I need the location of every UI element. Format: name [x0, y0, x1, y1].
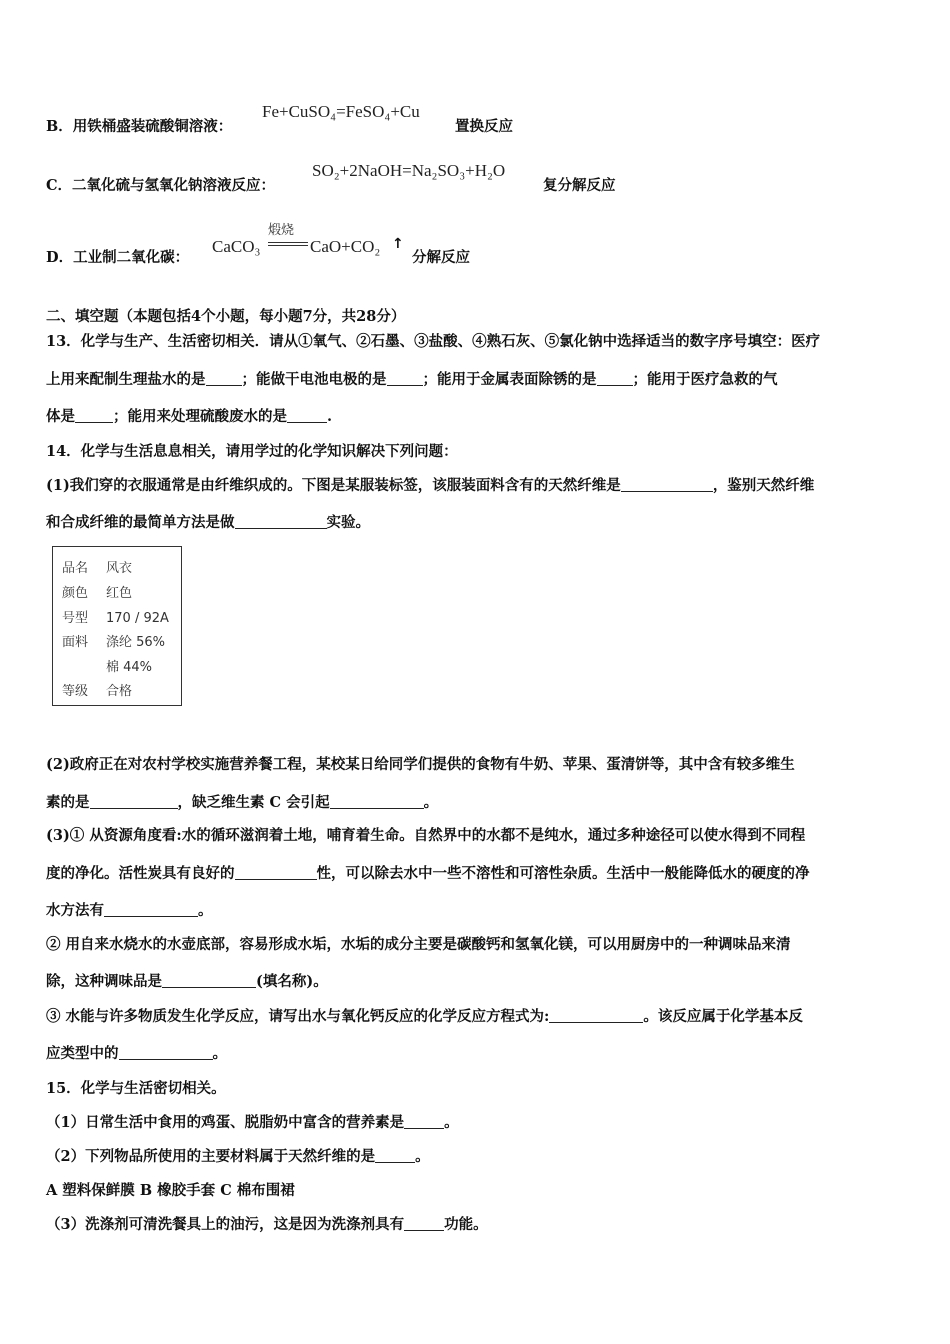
label-value: 合格 [106, 684, 133, 699]
q14-p3-line3 [46, 899, 213, 920]
label-value: 棉 44% [106, 660, 153, 675]
label-row [62, 631, 165, 650]
q14-p3-line2 [46, 862, 810, 883]
clothing-label [52, 546, 182, 706]
q15-s3-text-a: （3）洗涤剂可清洗餐具上的油污，这是因为洗涤剂具有 [46, 1216, 405, 1233]
q15-s1-text-b: 。 [444, 1114, 459, 1131]
answer-blank[interactable] [104, 902, 198, 917]
q14-p1-line2 [46, 511, 370, 532]
gas-arrow-icon: ↑ [392, 236, 404, 252]
q14-p3c-text-b: 。该反应属于化学基本反 [643, 1008, 803, 1025]
option-d-reactant: CaCO₃ [212, 237, 261, 256]
option-d-type: 分解反应 [412, 249, 470, 266]
label-row [62, 656, 152, 675]
q14-p3c-line2 [46, 1042, 227, 1063]
answer-blank[interactable] [404, 1114, 444, 1129]
label-value: 红色 [106, 586, 133, 601]
q14-p3c-text-c: 应类型中的 [46, 1045, 119, 1062]
answer-blank[interactable] [404, 1216, 444, 1231]
q14-p2-text-c: 。 [423, 794, 439, 811]
label-value: 涤纶 56% [106, 635, 166, 650]
answer-blank[interactable] [75, 408, 113, 423]
q13-text-c: ；能用于金属表面除锈的是 [422, 371, 597, 388]
q14-p3c-text-a: ③ 水能与许多物质发生化学反应，请写出水与氧化钙反应的化学反应方程式为: [46, 1008, 550, 1025]
q14-p2-text-a: 素的是 [46, 794, 90, 811]
option-c-equation: SO₂+2NaOH=Na₂SO₃+H₂O [312, 161, 506, 180]
q14-p1-text-a: (1)我们穿的衣服通常是由纤维织成的。下图是某服装标签，该服装面料含有的天然纤维是 [46, 477, 621, 494]
label-row [62, 557, 132, 576]
q14-p1-text-c: 和合成纤维的最简单方法是做 [46, 514, 235, 531]
option-b-type: 置换反应 [455, 118, 513, 135]
answer-blank[interactable] [621, 477, 713, 492]
q14-p3-text-c: 水方法有 [46, 902, 104, 919]
option-d-condition: 煅烧 [268, 223, 295, 238]
q15-s1-text-a: （1）日常生活中食用的鸡蛋、脱脂奶中富含的营养素是 [46, 1114, 405, 1131]
option-c-type: 复分解反应 [543, 177, 616, 194]
label-row [62, 582, 132, 601]
option-d-prefix: D．工业制二氧化碳： [46, 249, 190, 266]
option-b-prefix: B．用铁桶盛装硫酸铜溶液： [46, 118, 233, 135]
q14-p3-line1: (3)① 从资源角度看:水的循环滋润着土地，哺育着生命。自然界中的水都不是纯水，通过多种途径可以使水得到不同程 [46, 827, 806, 844]
option-b [46, 115, 232, 136]
label-value: 风衣 [106, 561, 133, 576]
q14-p1-line1 [46, 474, 814, 495]
q14-p3-text-b: 性，可以除去水中一些不溶性和可溶性杂质。生活中一般能降低水的硬度的净 [316, 865, 810, 882]
label-key: 等级 [62, 684, 89, 699]
option-b-equation: Fe+CuSO₄=FeSO₄+Cu [262, 102, 420, 121]
q15-s1 [46, 1111, 459, 1132]
q14-p2-line1: (2)政府正在对农村学校实施营养餐工程，某校某日给同学们提供的食物有牛奶、苹果、蛋清饼等，其中含有较多维生 [46, 756, 795, 773]
q13-line1: 13．化学与生产、生活密切相关．请从①氧气、②石墨、③盐酸、④熟石灰、⑤氯化钠中选择适当的数字序号填空：医疗 [46, 333, 821, 350]
q13-text-a: 上用来配制生理盐水的是 [46, 371, 206, 388]
q13-line3 [46, 405, 332, 426]
q15-title: 15．化学与生活密切相关。 [46, 1080, 226, 1097]
q14-p3-text-d: 。 [198, 902, 213, 919]
option-d-product: CaO+CO₂ [310, 237, 381, 256]
q15-s2-text-b: 。 [415, 1148, 430, 1165]
q14-p3b-text-a: 除，这种调味品是 [46, 973, 162, 990]
q13-text-f: ；能用来处理硫酸废水的是 [113, 408, 287, 425]
q15-options: A 塑料保鲜膜 B 橡胶手套 C 棉布围裙 [46, 1182, 295, 1199]
q14-p3b-line1: ② 用自来水烧水的水壶底部，容易形成水垢，水垢的成分主要是碳酸钙和氢氧化镁，可以用厨房中的一种调味品来清 [46, 936, 791, 953]
q13-text-e: 体是 [46, 408, 75, 425]
answer-blank[interactable] [235, 865, 317, 880]
option-c-prefix: C．二氧化硫与氢氧化钠溶液反应： [46, 177, 276, 194]
q15-s3 [46, 1213, 488, 1234]
answer-blank[interactable] [162, 973, 256, 988]
label-key: 号型 [62, 611, 89, 626]
q14-p3b-text-b: (填名称)。 [256, 973, 328, 990]
q14-p1-text-b: ，鉴别天然纤维 [712, 477, 815, 494]
section-title: 二、填空题（本题包括4个小题，每小题7分，共28分） [46, 308, 406, 325]
q14-title: 14．化学与生活息息相关，请用学过的化学知识解决下列问题： [46, 443, 458, 460]
answer-blank[interactable] [287, 408, 327, 423]
q14-p3-text-a: 度的净化。活性炭具有良好的 [46, 865, 235, 882]
answer-blank[interactable] [330, 794, 424, 809]
answer-blank[interactable] [90, 794, 178, 809]
q14-p2-text-b: ，缺乏维生素 C 会引起 [177, 794, 330, 811]
answer-blank[interactable] [375, 1148, 415, 1163]
answer-blank[interactable] [235, 514, 327, 529]
label-key: 面料 [62, 635, 89, 650]
q13-text-g: . [327, 408, 333, 425]
q13-line2 [46, 368, 778, 389]
label-row [62, 680, 132, 699]
equals-line-bottom [268, 245, 308, 246]
q14-p3c-line1 [46, 1005, 803, 1026]
q13-text-d: ；能用于医疗急救的气 [632, 371, 778, 388]
label-value: 170 / 92A [106, 611, 169, 626]
q14-p3b-line2 [46, 970, 328, 991]
q13-text-b: ；能做干电池电极的是 [241, 371, 387, 388]
q15-s2 [46, 1145, 430, 1166]
q15-s3-text-b: 功能。 [444, 1216, 488, 1233]
label-key: 品名 [62, 561, 89, 576]
answer-blank[interactable] [119, 1045, 213, 1060]
q14-p3c-text-d: 。 [212, 1045, 227, 1062]
answer-blank[interactable] [549, 1008, 643, 1023]
q14-p1-text-d: 实验。 [326, 514, 370, 531]
label-key: 颜色 [62, 586, 89, 601]
answer-blank[interactable] [597, 371, 633, 386]
q14-p2-line2 [46, 791, 438, 812]
label-row [62, 607, 169, 626]
answer-blank[interactable] [387, 371, 423, 386]
q15-s2-text-a: （2）下列物品所使用的主要材料属于天然纤维的是 [46, 1148, 376, 1165]
equals-line-top [268, 242, 308, 243]
answer-blank[interactable] [206, 371, 242, 386]
